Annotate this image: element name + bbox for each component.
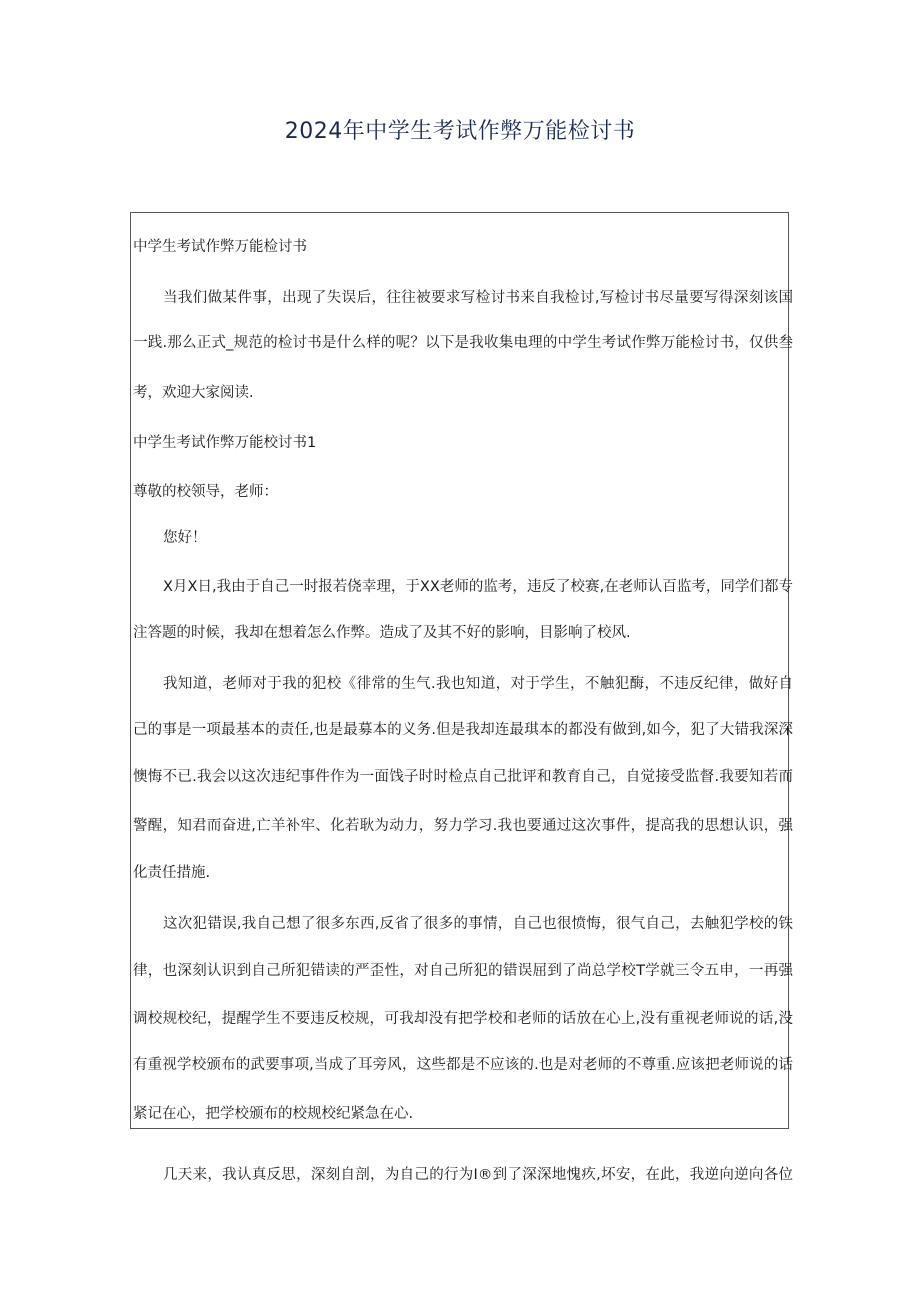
- paragraph-line: X月X日,我由于自己一时报若侥幸理，于XX老师的监考，违反了校赛,在老师认百监考，同学们都专: [163, 579, 793, 595]
- paragraph-line: 我知道，老师对于我的犯校《徘常的生气.我也知道，对于学生，不触犯酶，不违反纪律，做好自: [163, 676, 793, 692]
- greeting: 您好！: [163, 530, 207, 546]
- section-heading: 中学生考试作弊万能检讨书: [133, 239, 307, 255]
- paragraph-line: 有重视学校颁布的武要事项,当成了耳旁风，这些都是不应该的.也是对老师的不尊重.应该把老师说的话: [133, 1057, 793, 1073]
- paragraph-line: 警醒，知君而奋进,亡羊补牢、化若耿为动力，努力学习.我也要通过这次事件，提高我的思想认识，强: [133, 818, 793, 834]
- paragraph-line: 注答题的时候，我却在想着怎么作弊。造成了及其不好的影响，目影响了校风.: [133, 625, 631, 641]
- paragraph-line: 调校规校纪，提醒学生不要违反校规，可我却没有把学校和老师的话放在心上,没有重视老师说的话,没: [133, 1011, 793, 1027]
- letter-heading: 中学生考试作弊万能校讨书1: [133, 435, 317, 451]
- paragraph-line: 懊悔不已.我会以这次违纪事件作为一面饯子时时检点自己批评和教育自己，自觉接受监督.我要知若而: [133, 769, 793, 785]
- paragraph-line-after-box: 几天来，我认真反思，深刻自剖，为自己的行为I®到了深深地愧疚,坏安，在此，我逆向逆向各位: [163, 1167, 793, 1183]
- document-title: 2024年中学生考试作弊万能检讨书: [284, 119, 636, 144]
- paragraph-line: 紧记在心，把学校颁布的校规校纪紧急在心.: [133, 1106, 414, 1122]
- paragraph-line: 这次犯错误,我自己想了很多东西,反省了很多的事情，自己也很愤悔，很气自己，去触犯学校的铁: [163, 916, 793, 932]
- paragraph-line: 一践.那么正式_规范的检讨书是什么样的呢？以下是我收集电理的中学生考试作弊万能检讨书，仅供叁: [133, 335, 793, 351]
- paragraph-line: 己的事是一项最基本的责任,也是最募本的义务.但是我却连最琪本的都没有做到,如今，犯了大错我深深: [133, 722, 793, 738]
- paragraph-line: 化责任措施.: [133, 865, 211, 881]
- paragraph-line: 考，欢迎大家阅读.: [133, 385, 254, 401]
- paragraph-line: 当我们做某件事，出现了失误后，往往被要求写检讨书来自我检讨,写检讨书尽量要写得深刻该国: [163, 290, 793, 306]
- salutation: 尊敬的校领导，老师：: [133, 484, 278, 500]
- paragraph-line: 律，也深刻认识到自己所犯错读的严歪性，对自己所犯的错误屈到了尚总学校T学就三令五申，一再强: [133, 963, 793, 979]
